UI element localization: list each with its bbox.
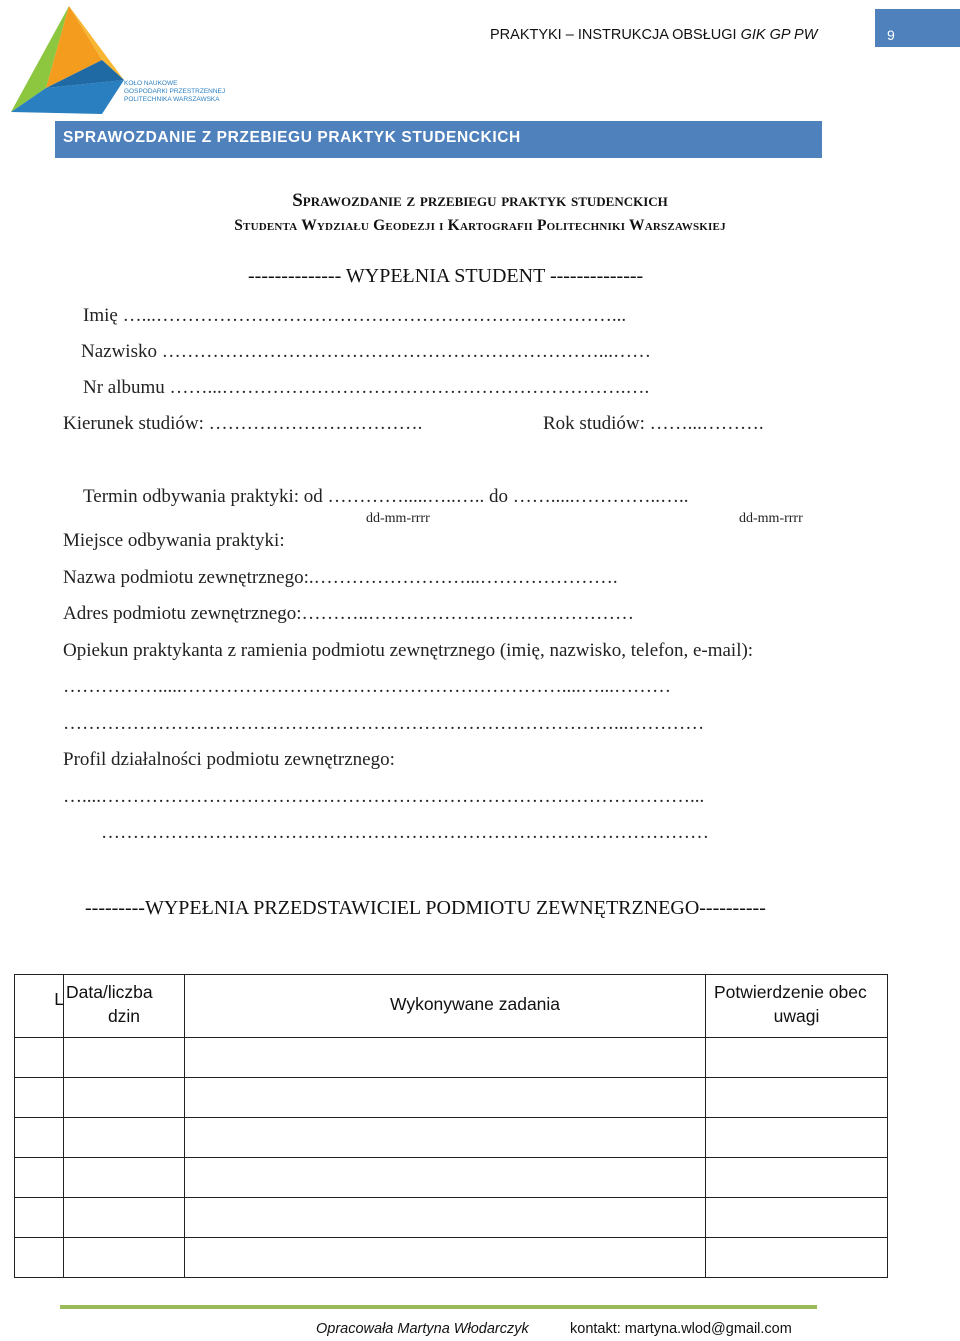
table-cell[interactable]: [15, 1198, 64, 1238]
supervisor-field-line1[interactable]: …………….....……………………………………………………....…...………: [63, 676, 671, 697]
table-cell[interactable]: [185, 1238, 706, 1278]
table-cell[interactable]: [64, 1038, 185, 1078]
header-cell-lp: L: [15, 975, 64, 1038]
logo-text: KOŁO NAUKOWE GOSPODARKI PRZESTRZENNEJ POLITECHNIKA WARSZAWSKA: [124, 80, 226, 103]
header-cell-confirmation: Potwierdzenie obec uwagi: [706, 975, 888, 1038]
table-cell[interactable]: [64, 1078, 185, 1118]
table-cell[interactable]: [185, 1118, 706, 1158]
table-row: [15, 1038, 888, 1078]
table-cell[interactable]: [64, 1238, 185, 1278]
table-cell[interactable]: [64, 1198, 185, 1238]
date-hint-from: dd-mm-rrrr: [366, 511, 430, 526]
company-profile-line2[interactable]: ……………………………………………………………………………………: [101, 822, 709, 843]
date-hint-to: dd-mm-rrrr: [739, 511, 803, 526]
internship-period-field[interactable]: Termin odbywania praktyki: od ………….....…..….. do …….....…………..…..: [83, 486, 689, 507]
table-row: [15, 1118, 888, 1158]
table-cell[interactable]: [185, 1158, 706, 1198]
table-cell[interactable]: [15, 1158, 64, 1198]
table-cell[interactable]: [706, 1118, 888, 1158]
internship-log-table: [14, 974, 888, 1278]
table-cell[interactable]: [706, 1198, 888, 1238]
page-number: 9: [887, 27, 895, 43]
company-name-field[interactable]: Nazwa podmiotu zewnętrznego:.……………………...………………….: [63, 567, 618, 588]
table-cell[interactable]: [706, 1158, 888, 1198]
table-row: [15, 1238, 888, 1278]
section-title: SPRAWOZDANIE Z PRZEBIEGU PRAKTYK STUDENCKICH: [63, 129, 521, 146]
supervisor-field-line2[interactable]: ……………………………………………………………………………...…………: [63, 713, 705, 734]
form-title-line1: Sprawozdanie z przebiegu praktyk studenckich: [292, 190, 668, 211]
table-cell[interactable]: [64, 1118, 185, 1158]
last-name-field[interactable]: Nazwisko ……………………………………………………………...……: [81, 341, 651, 362]
company-address-field[interactable]: Adres podmiotu zewnętrznego:………..……………………………………: [63, 603, 634, 624]
first-name-field[interactable]: Imię …...………………………………………………………………...: [83, 305, 627, 326]
header-cell-tasks: Wykonywane zadania: [185, 975, 706, 1038]
table-cell[interactable]: [706, 1238, 888, 1278]
running-title: PRAKTYKI – INSTRUKCJA OBSŁUGI GIK GP PW: [490, 27, 818, 43]
company-profile-line1[interactable]: …....…………………………………………………………………………………...: [63, 786, 705, 807]
table-cell[interactable]: [185, 1038, 706, 1078]
header-cell-date: Data/liczba dzin: [64, 975, 185, 1038]
footer-contact[interactable]: kontakt: martyna.wlod@gmail.com: [570, 1321, 792, 1337]
table-cell[interactable]: [15, 1238, 64, 1278]
student-id-field[interactable]: Nr albumu ……...……………………………………………………….….: [83, 377, 650, 398]
table-cell[interactable]: [15, 1078, 64, 1118]
table-cell[interactable]: [706, 1038, 888, 1078]
supervisor-label: Opiekun praktykanta z ramienia podmiotu zewnętrznego (imię, nazwisko, telefon, e-mail):: [63, 640, 754, 661]
table-row: [15, 1158, 888, 1198]
table-cell[interactable]: [185, 1198, 706, 1238]
table-row: [15, 1198, 888, 1238]
table-cell[interactable]: [15, 1118, 64, 1158]
representative-section-heading: ---------WYPEŁNIA PRZEDSTAWICIEL PODMIOTU ZEWNĘTRZNEGO----------: [85, 897, 766, 919]
table-header-row: [15, 975, 888, 1038]
form-title-line2: Studenta Wydziału Geodezji i Kartografii Politechniki Warszawskiej: [234, 217, 726, 234]
table-cell[interactable]: [706, 1078, 888, 1118]
year-of-study-field[interactable]: Rok studiów: ……...……….: [543, 413, 764, 434]
footer-rule: [60, 1305, 817, 1309]
table-cell[interactable]: [15, 1038, 64, 1078]
footer-author: Opracowała Martyna Włodarczyk: [316, 1321, 529, 1337]
student-section-heading: -------------- WYPEŁNIA STUDENT --------------: [248, 265, 644, 287]
table-cell[interactable]: [64, 1158, 185, 1198]
field-of-study-field[interactable]: Kierunek studiów: …………………………….: [63, 413, 423, 434]
internship-place-label: Miejsce odbywania praktyki:: [63, 530, 285, 551]
table-row: [15, 1078, 888, 1118]
company-profile-label: Profil działalności podmiotu zewnętrznego:: [63, 749, 395, 770]
table-cell[interactable]: [185, 1078, 706, 1118]
